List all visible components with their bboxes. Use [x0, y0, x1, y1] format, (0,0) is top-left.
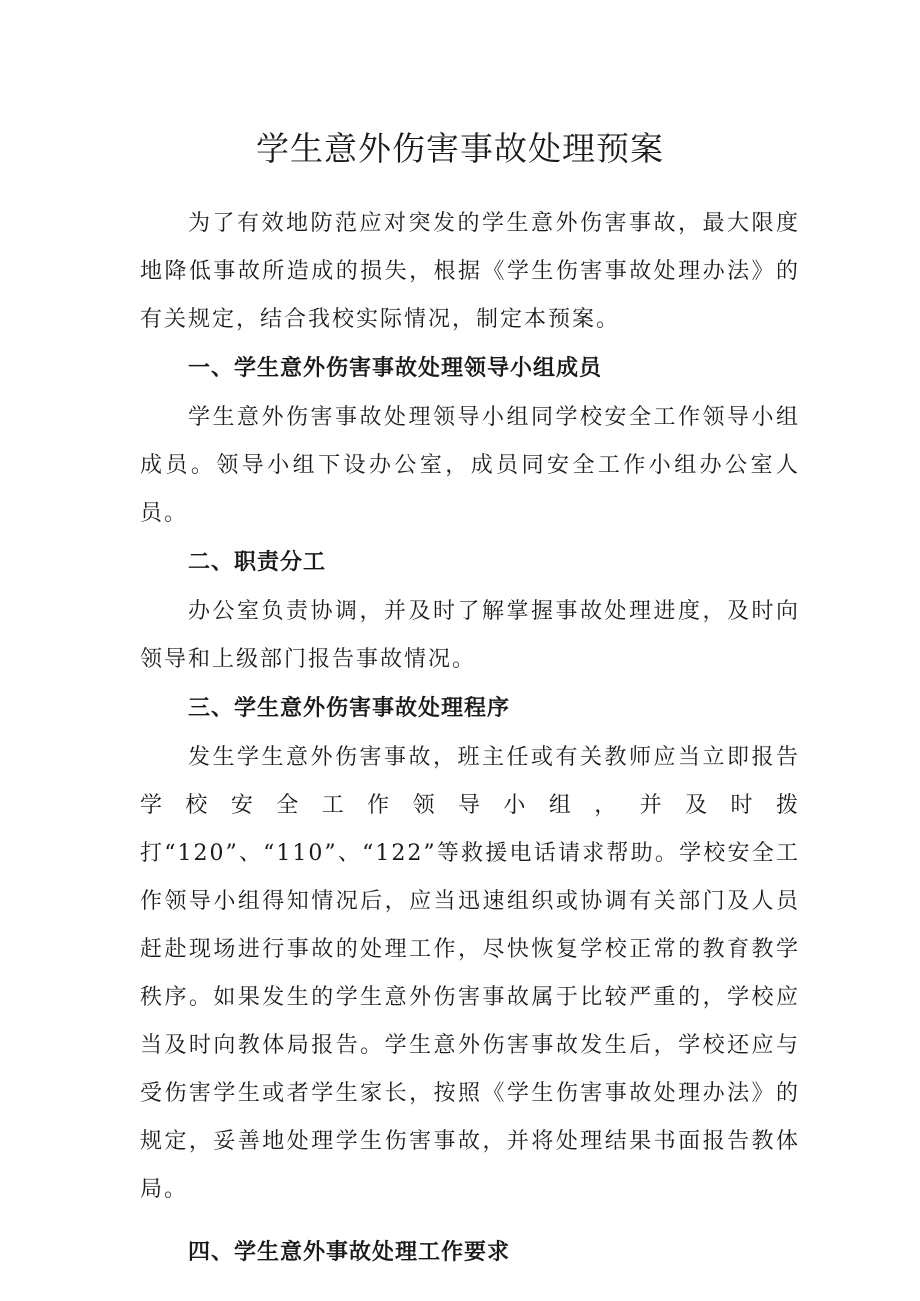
document-title: 学生意外伤害事故处理预案	[256, 129, 664, 168]
section-2-body: 办公室负责协调，并及时了解掌握事故处理进度，及时向领导和上级部门报告事故情况。	[140, 599, 800, 672]
document-body	[140, 200, 800, 1278]
section-1-heading: 一、学生意外伤害事故处理领导小组成员	[188, 356, 603, 381]
section-3-body: 发生学生意外伤害事故，班主任或有关教师应当立即报告学校安全工作领导小组，并及时拨打“120”、“110”、“122”等救援电话请求帮助。学校安全工作领导小组得知情况后，应当迅速组织或协调有关部门及人员赶赴现场进行事故的处理工作，尽快恢复学校正常的教育教学秩序。如果发生的学生意外伤害事故属于比较严重的，学校应当及时向教体局报告。学生意外伤害事故发生后，学校还应与受伤害学生或者学生家长，按照《学生伤害事故处理办法》的规定，妥善地处理学生伤害事故，并将处理结果书面报告教体局。	[140, 745, 800, 1202]
section-2-heading: 二、职责分工	[188, 550, 327, 575]
section-4-heading: 四、学生意外事故处理工作要求	[188, 1240, 511, 1265]
section-3-heading: 三、学生意外伤害事故处理程序	[188, 696, 511, 721]
section-1-body: 学生意外伤害事故处理领导小组同学校安全工作领导小组成员。领导小组下设办公室，成员同安全工作小组办公室人员。	[140, 405, 800, 526]
intro-paragraph: 为了有效地防范应对突发的学生意外伤害事故，最大限度地降低事故所造成的损失，根据《学生伤害事故处理办法》的有关规定，结合我校实际情况，制定本预案。	[140, 211, 800, 332]
